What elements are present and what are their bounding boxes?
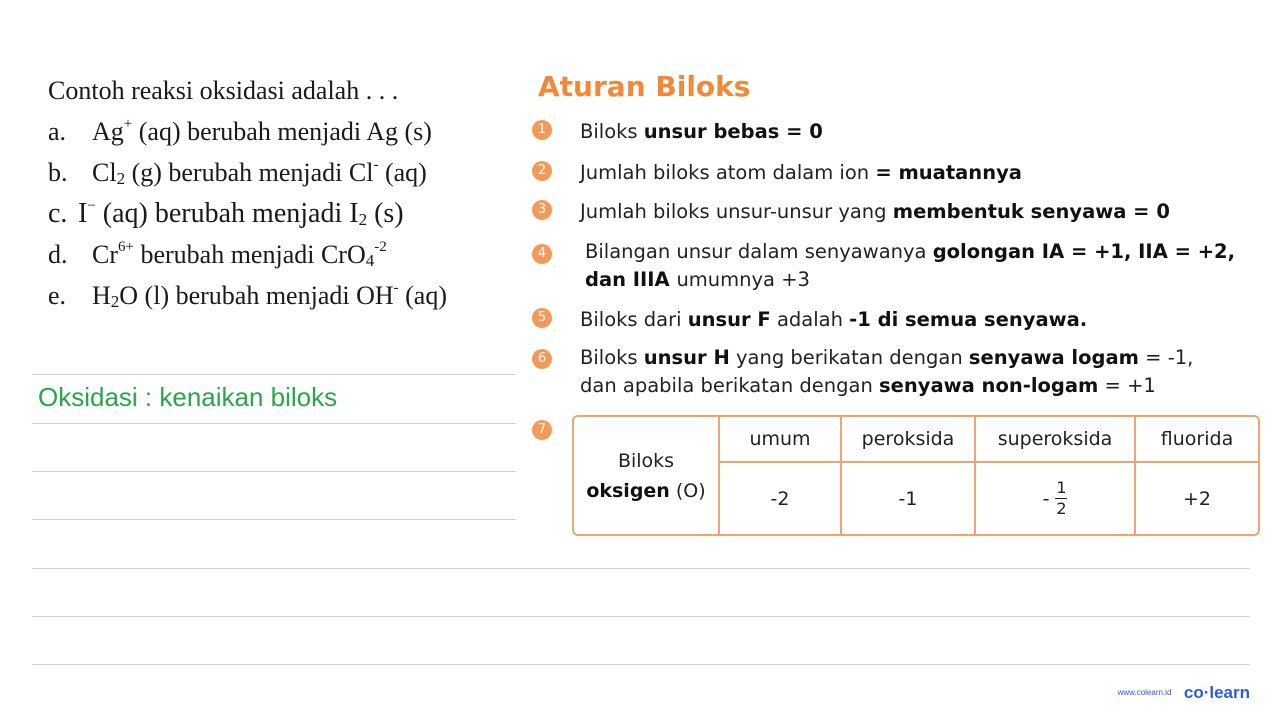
site-url[interactable]: www.colearn.id	[1117, 688, 1172, 697]
value-peroksida: -1	[898, 487, 918, 510]
header-superoksida: superoksida	[997, 428, 1113, 450]
option-a[interactable]: a. Ag+ (aq) berubah menjadi Ag (s)	[48, 116, 432, 146]
ruled-line	[32, 519, 516, 520]
rule-text: Biloks unsur H yang berikatan dengan senyawa logam = -1, dan apabila berikatan dengan senyawa non-logam = +1	[580, 346, 1194, 397]
value-fluorida: +2	[1182, 487, 1211, 510]
colearn-logo: co·learn	[1183, 683, 1250, 702]
number-badge-icon: 2	[532, 161, 552, 181]
value-superoksida: - $\frac{1}{2}$	[1042, 477, 1067, 519]
ruled-line	[32, 616, 1250, 617]
ruled-line	[32, 568, 1250, 569]
number-badge-icon: 3	[532, 200, 552, 220]
number-badge-icon: 5	[532, 308, 552, 328]
handwritten-note: Oksidasi : kenaikan biloks	[38, 382, 338, 412]
ruled-line	[32, 664, 1250, 665]
question-block	[48, 74, 518, 320]
rule-text: Jumlah biloks unsur-unsur yang membentuk senyawa = 0	[580, 200, 1170, 223]
header-umum: umum	[749, 428, 811, 450]
header-peroksida: peroksida	[861, 428, 955, 450]
footer-branding	[1118, 683, 1250, 703]
option-d[interactable]: d. $Cr^{6+}$ berubah menjadi CrO$_4^{-2}$	[48, 239, 387, 270]
number-badge-icon: 7	[532, 420, 552, 440]
rules-title: Aturan Biloks	[538, 70, 751, 103]
number-badge-icon: 6	[532, 349, 552, 369]
number-badge-icon: 1	[532, 120, 552, 140]
number-badge-icon: 4	[532, 244, 552, 264]
ruled-line	[32, 471, 516, 472]
rule-text: Biloks dari unsur F adalah -1 di semua senyawa.	[580, 308, 1088, 331]
rule-text: Biloks unsur bebas = 0	[580, 120, 823, 143]
oxygen-oxidation-table	[572, 415, 1260, 536]
option-e[interactable]: e. $H_2O$ (l) berubah menjadi OH- (aq)	[48, 280, 447, 311]
question-prompt: Contoh reaksi oksidasi adalah . . .	[48, 76, 399, 105]
option-b[interactable]: b. $Cl_2$ (g) berubah menjadi Cl- (aq)	[48, 157, 427, 188]
row-label: Biloks oksigen (O)	[586, 449, 706, 502]
ruled-line	[32, 374, 516, 375]
value-umum: -2	[770, 487, 790, 510]
rule-text: Jumlah biloks atom dalam ion = muatannya	[580, 161, 1022, 184]
option-c[interactable]: c.I− (aq) berubah menjadi $I_2$ (s)	[48, 198, 404, 229]
header-fluorida: fluorida	[1160, 428, 1234, 450]
rule-text: Bilangan unsur dalam senyawanya golongan IA = +1, IIA = +2, dan IIIA umumnya +3	[585, 240, 1236, 291]
ruled-line	[32, 423, 516, 424]
fraction: $\frac{1}{2}$	[1056, 477, 1067, 519]
